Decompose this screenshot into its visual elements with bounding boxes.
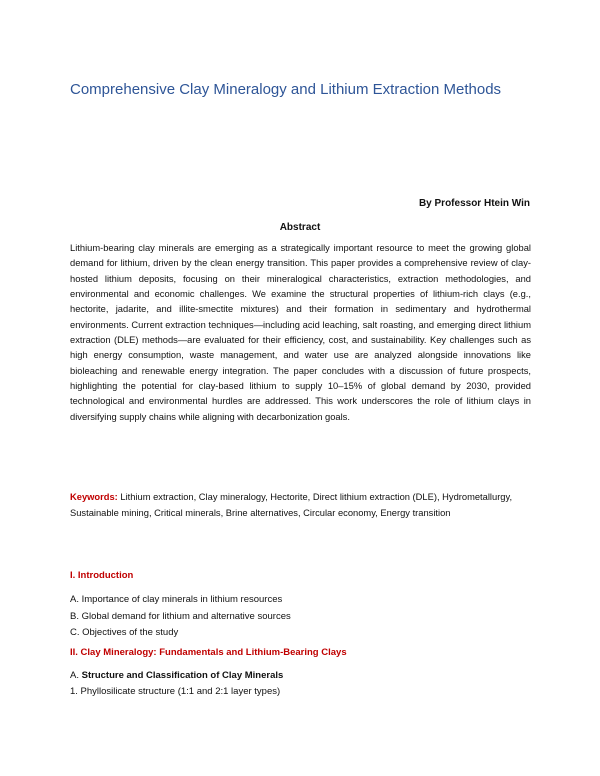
outline-item: C. Objectives of the study [70,627,179,638]
keywords-list: Lithium extraction, Clay mineralogy, Hectorite, Direct lithium extraction (DLE), Hydrometallurgy, Sustainable mining, Critical minerals, Brine alternatives, Circular economy, Energy transition [70,492,513,518]
abstract-body: Lithium-bearing clay minerals are emerging as a strategically important resource to meet the growing global demand for lithium, driven by the clean energy transition. This paper provides a comprehensive review of clay-hosted lithium deposits, focusing on their mineralogical characteristics, extraction methodologies, and environmental and economic challenges. We examine the structural properties of lithium-rich clays (e.g., hectorite, jadarite, and illite-smectite mixtures) and their formation in sedimentary and hydrothermal environments. Current extraction techniques—including acid leaching, salt roasting, and emerging direct lithium extraction (DLE) methods—are evaluated for their efficiency, cost, and sustainability. Key challenges such as high energy consumption, waste management, and water use are analyzed alongside innovations like bioleaching and renewable energy integration. The paper concludes with a discussion of future prospects, highlighting the potential for clay-based lithium to supply 10–15% of global demand by 2030, provided technological and environmental hurdles are addressed. This work underscores the role of lithium clays in diversifying supply chains while aligning with decarbonization goals. [70,243,531,422]
subsection-title: Structure and Classification of Clay Minerals [81,670,284,681]
keywords-label: Keywords: [70,492,118,502]
section-heading-clay-mineralogy: II. Clay Mineralogy: Fundamentals and Lithium-Bearing Clays [70,647,347,658]
author-line: By Professor Htein Win [418,198,530,209]
subsection-heading [70,670,283,681]
outline-item: B. Global demand for lithium and alternative sources [70,610,291,622]
outline-item: A. Importance of clay minerals in lithium resources [70,594,283,605]
introduction-outline [70,592,291,642]
subsection-item: 1. Phyllosilicate structure (1:1 and 2:1 layer types) [70,686,281,697]
paper-title: Comprehensive Clay Mineralogy and Lithium Extraction Methods [70,81,502,98]
abstract-heading: Abstract [279,222,321,233]
subsection-prefix: A. [70,670,82,681]
keywords-paragraph [70,490,531,521]
section-heading-introduction: I. Introduction [70,570,134,581]
